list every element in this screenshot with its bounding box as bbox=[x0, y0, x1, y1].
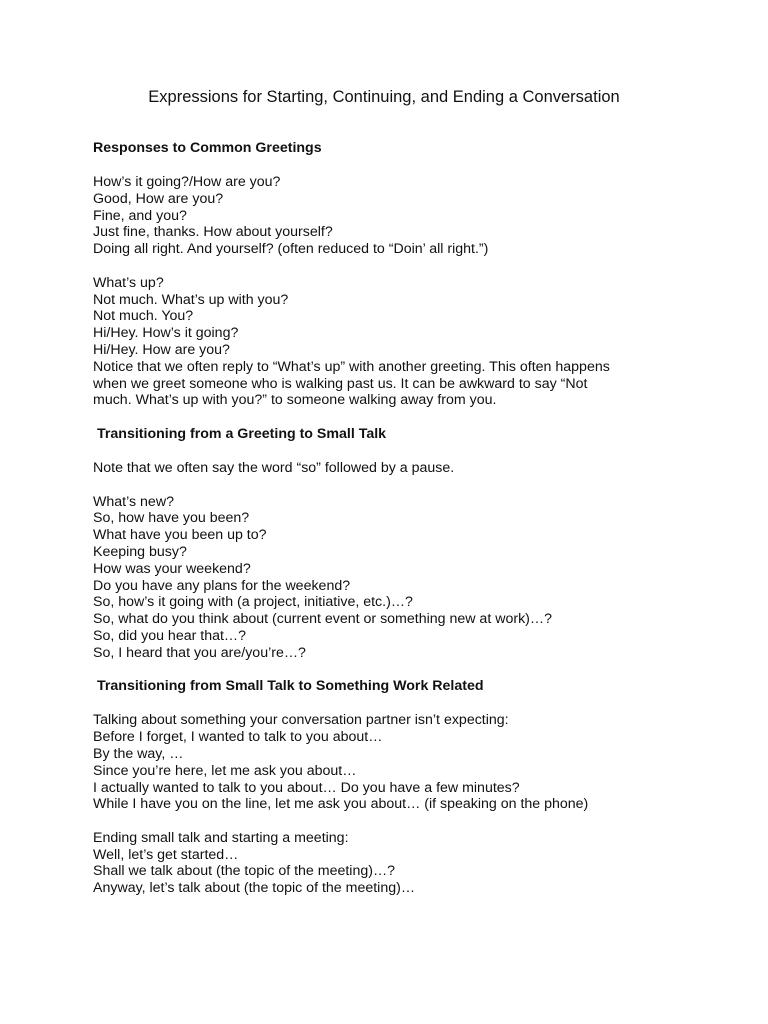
paragraph-block bbox=[93, 712, 693, 813]
text-line: By the way, … bbox=[93, 745, 184, 762]
text-line: So, I heard that you are/you’re…? bbox=[93, 644, 306, 661]
section-heading: Responses to Common Greetings bbox=[93, 140, 322, 156]
text-line: Not much. You? bbox=[93, 308, 194, 325]
text-line: Notice that we often reply to “What’s up” with another greeting. This often happens bbox=[93, 358, 610, 375]
text-line: How’s it going?/How are you? bbox=[93, 174, 281, 190]
text-line: Keeping busy? bbox=[93, 543, 187, 560]
document-body bbox=[93, 140, 693, 897]
section-greeting-to-small-talk bbox=[93, 426, 693, 662]
text-line: So, how have you been? bbox=[93, 510, 250, 527]
paragraph-block bbox=[93, 460, 693, 477]
text-line: Doing all right. And yourself? (often reduced to “Doin’ all right.”) bbox=[93, 241, 489, 258]
text-line: So, what do you think about (current event or something new at work)…? bbox=[93, 611, 552, 628]
text-line: Hi/Hey. How’s it going? bbox=[93, 325, 239, 342]
text-line: Before I forget, I wanted to talk to you about… bbox=[93, 729, 383, 746]
text-line: much. What’s up with you?” to someone walking away from you. bbox=[93, 392, 497, 409]
text-line: What’s new? bbox=[93, 493, 174, 510]
section-common-greetings bbox=[93, 140, 693, 409]
text-line: Do you have any plans for the weekend? bbox=[93, 577, 351, 594]
paragraph-block bbox=[93, 174, 693, 258]
text-line: So, did you hear that…? bbox=[93, 627, 247, 644]
text-line: Note that we often say the word “so” followed by a pause. bbox=[93, 459, 455, 476]
section-heading: Transitioning from Small Talk to Something Work Related bbox=[97, 678, 484, 695]
text-line: Well, let’s get started… bbox=[93, 846, 239, 863]
text-line: Hi/Hey. How are you? bbox=[93, 341, 230, 358]
paragraph-block bbox=[93, 275, 693, 409]
text-line: Not much. What’s up with you? bbox=[93, 291, 289, 308]
text-line: How was your weekend? bbox=[93, 560, 251, 577]
text-line: What’s up? bbox=[93, 274, 164, 291]
text-line: While I have you on the line, let me ask you about… (if speaking on the phone) bbox=[93, 796, 589, 813]
text-line: Anyway, let’s talk about (the topic of the meeting)… bbox=[93, 880, 416, 897]
text-line: Good, How are you? bbox=[93, 190, 224, 207]
section-heading: Transitioning from a Greeting to Small Talk bbox=[97, 425, 387, 442]
section-small-talk-to-work bbox=[93, 678, 693, 897]
text-line: I actually wanted to talk to you about… Do you have a few minutes? bbox=[93, 779, 520, 796]
text-line: when we greet someone who is walking past us. It can be awkward to say “Not bbox=[93, 375, 588, 392]
text-line: Talking about something your conversation partner isn’t expecting: bbox=[93, 712, 509, 729]
page-title: Expressions for Starting, Continuing, and Ending a Conversation bbox=[148, 88, 620, 106]
text-line: So, how’s it going with (a project, initiative, etc.)…? bbox=[93, 594, 413, 611]
text-line: Since you’re here, let me ask you about… bbox=[93, 762, 357, 779]
text-line: Ending small talk and starting a meeting: bbox=[93, 829, 349, 846]
text-line: Just fine, thanks. How about yourself? bbox=[93, 224, 333, 241]
text-line: Shall we talk about (the topic of the meeting)…? bbox=[93, 863, 396, 880]
paragraph-block bbox=[93, 830, 693, 897]
text-line: Fine, and you? bbox=[93, 207, 187, 224]
text-line: What have you been up to? bbox=[93, 527, 267, 544]
paragraph-block bbox=[93, 494, 693, 662]
